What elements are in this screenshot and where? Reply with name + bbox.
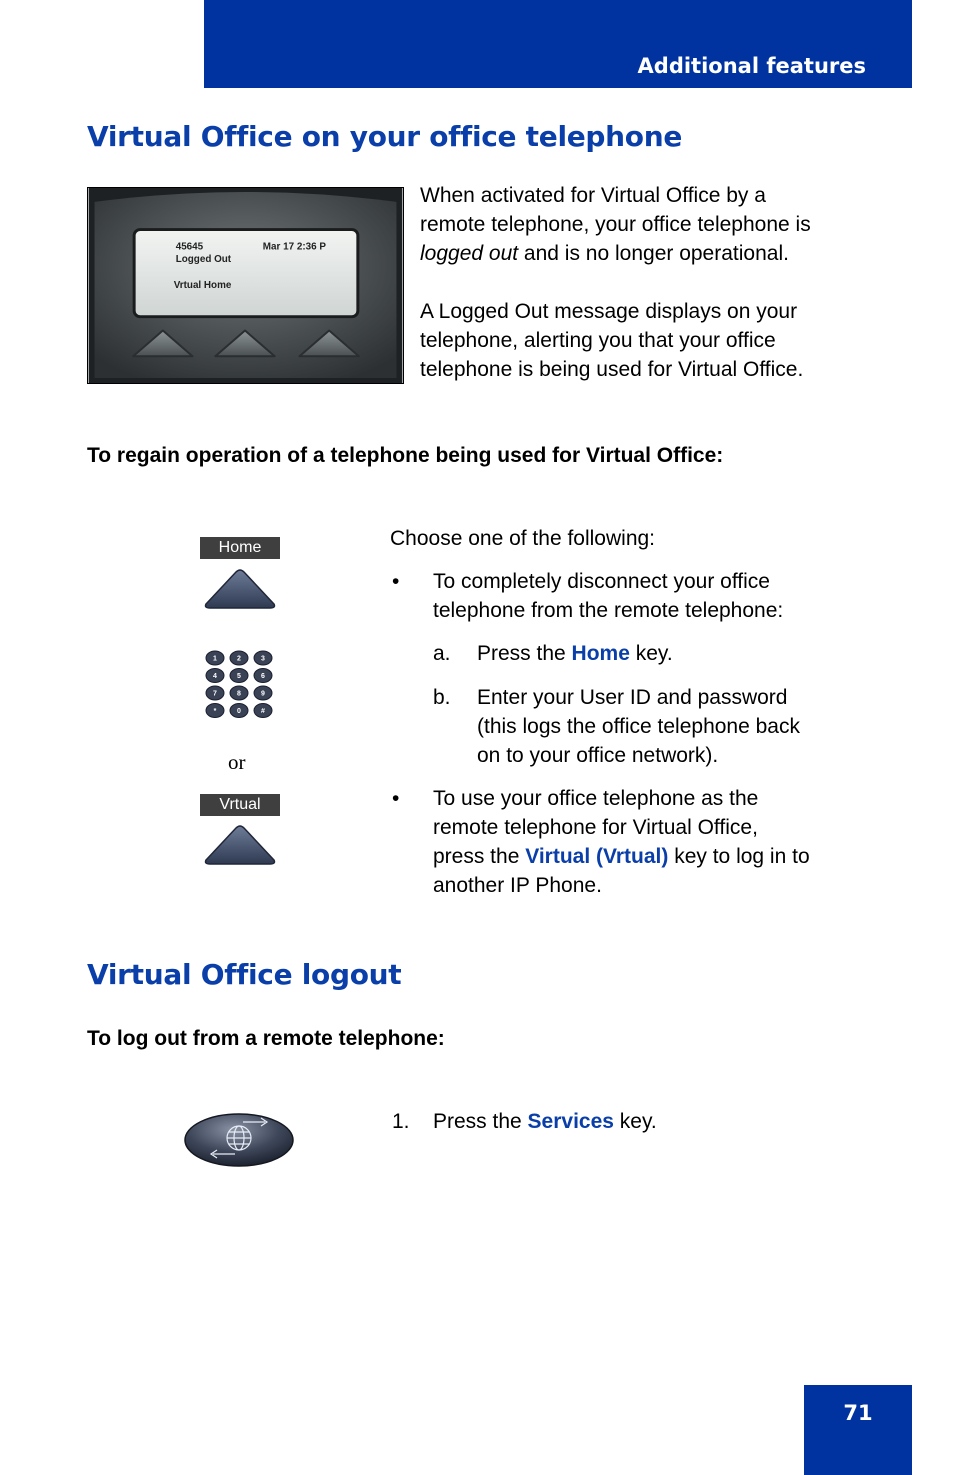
intro-line-rest: and is no longer operational. — [518, 242, 789, 265]
dialpad-key-label: 3 — [261, 655, 265, 663]
section-title-logout: Virtual Office logout — [87, 958, 402, 991]
bullet-line — [433, 842, 810, 871]
services-key-name: Services — [527, 1110, 614, 1133]
display-datetime: Mar 17 2:36 P — [262, 241, 326, 253]
dialpad-key-label: 9 — [261, 690, 265, 698]
bullet-marker: • — [392, 787, 400, 810]
intro-line: telephone, alerting you that your office — [420, 329, 776, 352]
display-softkey-labels: Vrtual Home — [173, 279, 232, 291]
step-text: key. — [613, 1110, 657, 1133]
step-a-text — [477, 639, 673, 668]
intro-paragraph-2 — [420, 297, 803, 384]
bullet-text: key to log in to — [668, 845, 810, 868]
or-separator: or — [228, 750, 246, 774]
step-1-marker: 1. — [392, 1110, 410, 1133]
step-b-text — [477, 683, 800, 770]
bullet-text: press the — [433, 845, 526, 868]
intro-paragraph-1 — [420, 181, 811, 268]
vrtual-softkey-label: Vrtual — [200, 794, 280, 816]
step-1-text — [433, 1107, 657, 1136]
dialpad-key-label: 1 — [213, 655, 217, 663]
dialpad-key-label: 8 — [237, 690, 241, 698]
dialpad-key-label: # — [261, 708, 265, 715]
step-text: Press the — [477, 642, 572, 665]
step-line: (this logs the office telephone back — [477, 715, 800, 738]
page-number-box — [804, 1385, 912, 1475]
dialpad-key-label: 2 — [237, 655, 241, 663]
dialpad-key-label: 6 — [261, 673, 265, 680]
bullet-line: another IP Phone. — [433, 874, 602, 897]
display-status: Logged Out — [175, 254, 232, 266]
bullet-line: remote telephone for Virtual Office, — [433, 816, 758, 839]
dialpad-icon[interactable] — [203, 648, 275, 720]
section-name: Additional features — [637, 54, 866, 78]
vrtual-softkey-button[interactable] — [200, 822, 280, 867]
dialpad-key-label: 4 — [213, 673, 217, 680]
intro-line: When activated for Virtual Office by a — [420, 184, 766, 207]
dialpad-key-label: 0 — [237, 708, 241, 715]
step-line: on to your office network). — [477, 744, 719, 767]
page-number: 71 — [843, 1401, 873, 1425]
dialpad-key-label: * — [213, 708, 217, 715]
home-key-name: Home — [571, 642, 630, 665]
bullet-line: To completely disconnect your office — [433, 570, 770, 593]
bullet-line: To use your office telephone as the — [433, 787, 759, 810]
step-a-marker: a. — [433, 642, 451, 665]
bullet-1-text — [433, 567, 783, 625]
emphasis-logged-out: logged out — [420, 242, 519, 265]
intro-line — [420, 239, 811, 268]
step-text: key. — [629, 642, 673, 665]
bullet-marker: • — [392, 570, 400, 593]
choose-intro: Choose one of the following: — [390, 527, 656, 550]
dialpad-key-label: 5 — [237, 673, 241, 680]
step-line: Enter your User ID and password — [477, 686, 788, 709]
procedure-heading-logout: To log out from a remote telephone: — [87, 1027, 445, 1050]
phone-display-photo — [87, 187, 404, 384]
home-softkey-button[interactable] — [200, 566, 280, 611]
dialpad-key-label: 7 — [213, 690, 217, 698]
intro-line: telephone is being used for Virtual Office. — [420, 358, 804, 381]
home-softkey-label: Home — [200, 537, 280, 559]
header-bar — [204, 0, 912, 88]
step-b-marker: b. — [433, 686, 451, 709]
display-extension: 45645 — [175, 241, 204, 253]
services-key-icon[interactable] — [183, 1112, 295, 1168]
intro-line: A Logged Out message displays on your — [420, 300, 798, 323]
bullet-2-text — [433, 784, 810, 900]
bullet-line: telephone from the remote telephone: — [433, 599, 784, 622]
step-text: Press the — [433, 1110, 528, 1133]
virtual-key-name: Virtual (Vrtual) — [525, 845, 669, 868]
intro-line: remote telephone, your office telephone is — [420, 213, 811, 236]
procedure-heading-regain: To regain operation of a telephone being used for Virtual Office: — [87, 444, 724, 467]
section-title-virtual-office: Virtual Office on your office telephone — [87, 120, 683, 153]
